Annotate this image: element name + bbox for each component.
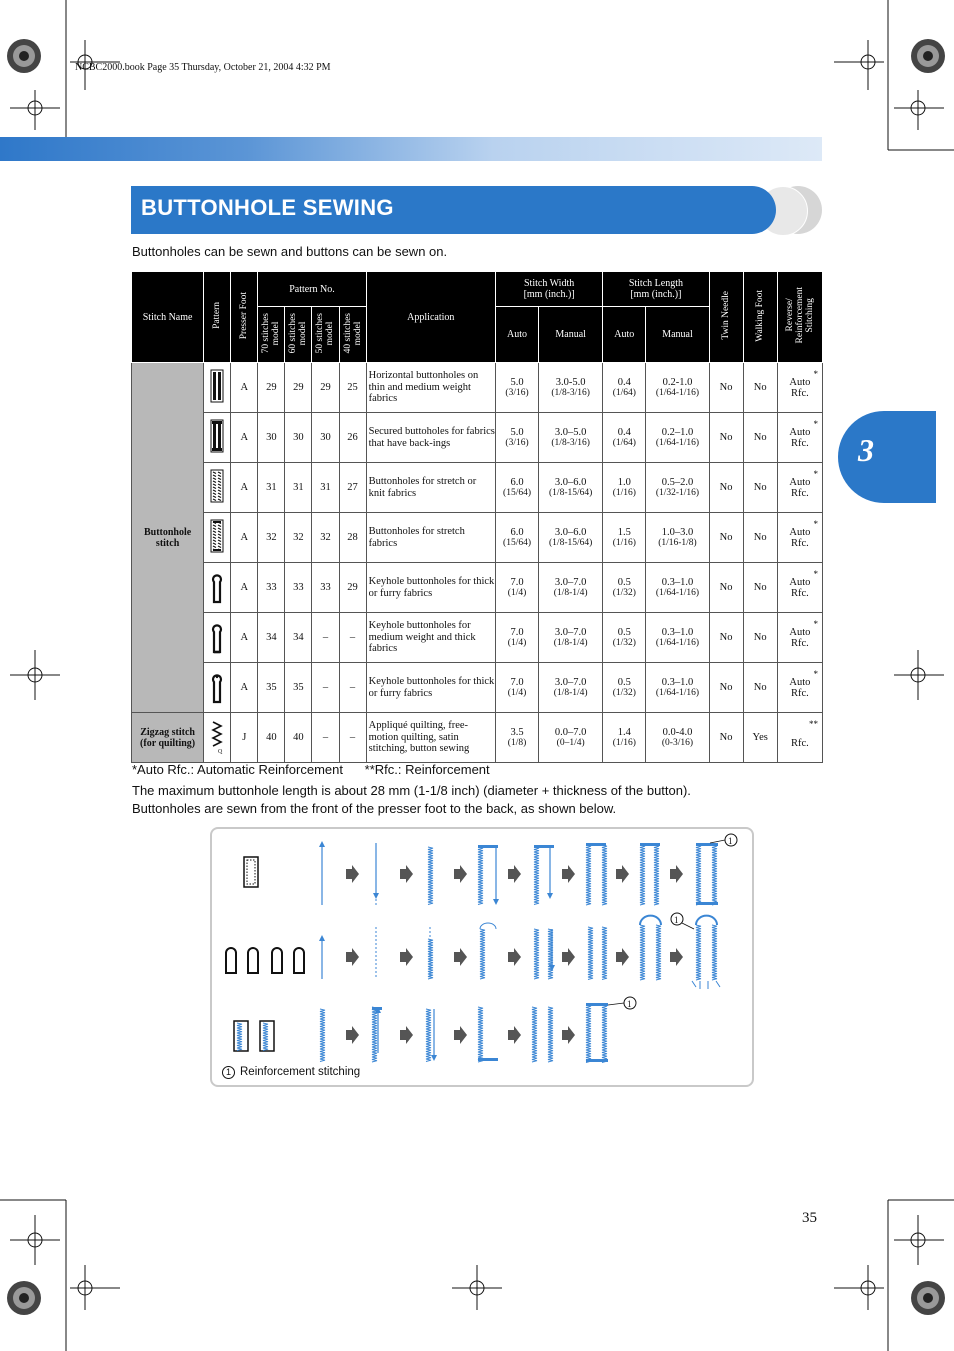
direction-arrowhead	[373, 893, 379, 899]
stitch-column	[696, 845, 701, 905]
width-manual-cell: 3.0–7.0 (1/8-1/4)	[539, 663, 603, 713]
stitch-column	[478, 847, 483, 905]
step-arrow-icon	[454, 865, 467, 883]
step-arrow-icon	[562, 865, 575, 883]
step-arrow-icon	[508, 865, 521, 883]
stitch-column	[602, 927, 607, 980]
reinforcement-bar	[372, 1007, 382, 1010]
stitch-column	[428, 847, 433, 905]
walking-foot-cell: No	[743, 463, 777, 513]
paragraph-max-length: The maximum buttonhole length is about 28 mm (1-1/8 inch) (diameter + thickness of the button).	[132, 783, 691, 798]
pattern-no-70: 29	[258, 363, 285, 413]
twin-needle-cell: No	[709, 613, 743, 663]
pattern-no-70: 31	[258, 463, 285, 513]
application-cell: Keyhole buttonholes for medium weight and thick fabrics	[366, 613, 495, 663]
header-stitch-length: Stitch Length [mm (inch.)]	[603, 272, 709, 307]
group-buttonhole: Buttonhole stitch	[132, 363, 204, 713]
application-cell: Secured buttoholes for fabrics that have back-ings	[366, 413, 495, 463]
reinforcement-bar	[586, 1003, 608, 1006]
header-reverse: Reverse/ Reinforcement Stitching	[777, 272, 822, 363]
application-cell: Keyhole buttonholes for thick or furry fabrics	[366, 563, 495, 613]
length-manual-cell: 0.2-1.0 (1/64-1/16)	[646, 363, 709, 413]
stitch-column	[640, 925, 645, 980]
length-auto-cell: 0.4 (1/64)	[603, 413, 646, 463]
walking-foot-cell: No	[743, 413, 777, 463]
twin-needle-cell: No	[709, 413, 743, 463]
stitch-column	[712, 845, 717, 905]
length-auto-cell: 1.0 (1/16)	[603, 463, 646, 513]
length-manual-cell: 0.0-4.0 (0-3/16)	[646, 713, 709, 763]
reinforcement-cell: Auto * Rfc.	[777, 663, 822, 713]
header-model-50: 50 stitches model	[312, 307, 339, 363]
length-manual-cell: 0.3–1.0 (1/64-1/16)	[646, 613, 709, 663]
paragraph-sewing-direction: Buttonholes are sewn from the front of the presser foot to the back, as shown below.	[132, 801, 617, 816]
walking-foot-cell: No	[743, 363, 777, 413]
presser-foot-cell: A	[231, 663, 258, 713]
width-auto-cell: 6.0 (15/64)	[495, 463, 538, 513]
pattern-no-50: 29	[312, 363, 339, 413]
direction-arrowhead	[431, 1055, 437, 1061]
footnote: *Auto Rfc.: Automatic Reinforcement **Rfc.: Reinforcement	[132, 762, 490, 777]
pattern-icon	[204, 663, 231, 713]
pattern-no-70: 40	[258, 713, 285, 763]
header-pattern: Pattern	[204, 272, 231, 363]
length-manual-cell: 0.2–1.0 (1/64-1/16)	[646, 413, 709, 463]
intro-text: Buttonholes can be sewn and buttons can be sewn on.	[132, 244, 448, 259]
keyhole-pattern-icon	[248, 948, 258, 973]
pattern-no-50: –	[312, 713, 339, 763]
table-row	[132, 513, 823, 563]
pattern-no-40: –	[339, 663, 366, 713]
presser-foot-cell: A	[231, 463, 258, 513]
step-arrow-icon	[616, 948, 629, 966]
pattern-no-70: 32	[258, 513, 285, 563]
pattern-no-70: 35	[258, 663, 285, 713]
keyhole-eye	[640, 916, 661, 925]
diagram-legend	[222, 1066, 360, 1079]
stitch-column	[602, 1005, 607, 1063]
pattern-no-50: 33	[312, 563, 339, 613]
callout-leader	[682, 923, 694, 929]
pattern-no-70: 33	[258, 563, 285, 613]
pattern-icon	[204, 413, 231, 463]
pattern-no-50: 31	[312, 463, 339, 513]
length-auto-cell: 1.4 (1/16)	[603, 713, 646, 763]
width-manual-cell: 0.0–7.0 (0–1/4)	[539, 713, 603, 763]
step-arrow-icon	[400, 1026, 413, 1044]
direction-arrowhead	[547, 893, 553, 899]
twin-needle-cell: No	[709, 563, 743, 613]
step-arrow-icon	[346, 948, 359, 966]
pattern-icon	[204, 363, 231, 413]
reinforcement-bar	[586, 1059, 608, 1062]
step-arrow-icon	[400, 865, 413, 883]
header-length-auto: Auto	[603, 307, 646, 363]
stitch-column	[532, 1007, 537, 1062]
buttonhole-pattern-inner	[247, 860, 255, 884]
stitch-column	[654, 845, 659, 905]
stitch-column	[602, 845, 607, 905]
length-auto-cell: 0.5 (1/32)	[603, 563, 646, 613]
stitch-column	[478, 1007, 483, 1062]
pattern-no-40: 26	[339, 413, 366, 463]
reinforcement-cell: Auto * Rfc.	[777, 413, 822, 463]
pattern-icon	[204, 513, 231, 563]
width-auto-cell: 5.0 (3/16)	[495, 413, 538, 463]
length-auto-cell: 1.5 (1/16)	[603, 513, 646, 563]
pattern-no-60: 29	[285, 363, 312, 413]
presser-foot-cell: A	[231, 613, 258, 663]
width-auto-cell: 3.5 (1/8)	[495, 713, 538, 763]
pattern-no-60: 33	[285, 563, 312, 613]
pattern-no-60: 40	[285, 713, 312, 763]
header-width-manual: Manual	[539, 307, 603, 363]
pattern-no-60: 32	[285, 513, 312, 563]
width-manual-cell: 3.0–6.0 (1/8-15/64)	[539, 513, 603, 563]
width-auto-cell: 7.0 (1/4)	[495, 563, 538, 613]
group-zigzag: Zigzag stitch (for quilting)	[132, 713, 204, 763]
page-title: BUTTONHOLE SEWING	[141, 195, 394, 220]
reinforcement-bar	[696, 843, 718, 846]
callout-leader	[608, 1003, 624, 1005]
direction-arrowhead	[319, 935, 325, 941]
reinforcement-bar	[640, 843, 660, 846]
legend-number-badge: 1	[222, 1066, 235, 1079]
application-cell: Keyhole buttonholes for thick or furry fabrics	[366, 663, 495, 713]
pattern-no-70: 30	[258, 413, 285, 463]
walking-foot-cell: Yes	[743, 713, 777, 763]
presser-foot-cell: A	[231, 513, 258, 563]
stitch-column	[426, 1009, 431, 1062]
reinforcement-cell: Auto * Rfc.	[777, 563, 822, 613]
file-info-header: NCBC2000.book Page 35 Thursday, October 21, 2004 4:32 PM	[75, 62, 331, 73]
table-row	[132, 563, 823, 613]
svg-text:Q: Q	[218, 749, 223, 754]
stitch-column	[480, 929, 485, 979]
keyhole-pattern-icon	[226, 948, 236, 973]
table-row	[132, 413, 823, 463]
header-pattern-no: Pattern No.	[258, 272, 366, 307]
walking-foot-cell: No	[743, 613, 777, 663]
width-auto-cell: 6.0 (15/64)	[495, 513, 538, 563]
chapter-number: 3	[858, 432, 874, 468]
callout-number: 1	[674, 915, 679, 925]
step-arrow-icon	[508, 1026, 521, 1044]
stitch-column	[263, 1023, 268, 1051]
step-arrow-icon	[508, 948, 521, 966]
sewing-sequence-diagram	[212, 829, 748, 1063]
pattern-no-40: 25	[339, 363, 366, 413]
header-walking-foot: Walking Foot	[743, 272, 777, 363]
width-manual-cell: 3.0–5.0 (1/8-3/16)	[539, 413, 603, 463]
step-arrow-icon	[454, 1026, 467, 1044]
header-length-manual: Manual	[646, 307, 709, 363]
twin-needle-cell: No	[709, 363, 743, 413]
header-model-40: 40 stitches model	[339, 307, 366, 363]
application-cell: Buttonholes for stretch or knit fabrics	[366, 463, 495, 513]
width-auto-cell: 7.0 (1/4)	[495, 663, 538, 713]
reinforcement-cell: Auto * Rfc.	[777, 513, 822, 563]
pattern-no-60: 35	[285, 663, 312, 713]
twin-needle-cell: No	[709, 663, 743, 713]
application-cell: Appliqué quilting, free-motion quilting, satin stitching, button sewing	[366, 713, 495, 763]
pattern-icon	[204, 613, 231, 663]
header-stitch-width: Stitch Width [mm (inch.)]	[495, 272, 602, 307]
table-row	[132, 363, 823, 413]
reinforcement-fan	[692, 981, 720, 989]
width-manual-cell: 3.0–6.0 (1/8-15/64)	[539, 463, 603, 513]
walking-foot-cell: No	[743, 563, 777, 613]
step-arrow-icon	[562, 1026, 575, 1044]
twin-needle-cell: No	[709, 513, 743, 563]
table-row	[132, 713, 823, 763]
presser-foot-cell: J	[231, 713, 258, 763]
pattern-no-60: 34	[285, 613, 312, 663]
length-auto-cell: 0.5 (1/32)	[603, 663, 646, 713]
header-presser-foot: Presser Foot	[231, 272, 258, 363]
walking-foot-cell: No	[743, 513, 777, 563]
reinforcement-bar	[478, 845, 498, 848]
buttonhole-pattern-icon	[244, 857, 258, 887]
step-arrow-icon	[454, 948, 467, 966]
length-auto-cell: 0.5 (1/32)	[603, 613, 646, 663]
width-auto-cell: 7.0 (1/4)	[495, 613, 538, 663]
pattern-icon	[204, 463, 231, 513]
stitch-column	[237, 1023, 242, 1051]
header-width-auto: Auto	[495, 307, 538, 363]
keyhole-pattern-icon	[272, 948, 282, 973]
legend-label: Reinforcement stitching	[240, 1066, 361, 1078]
header-twin-needle: Twin Needle	[709, 272, 743, 363]
reinforcement-cell: Auto * Rfc.	[777, 363, 822, 413]
pattern-no-40: 27	[339, 463, 366, 513]
walking-foot-cell: No	[743, 663, 777, 713]
stitch-column	[712, 925, 717, 980]
keyhole-pattern-icon	[294, 948, 304, 973]
pattern-icon	[204, 563, 231, 613]
pattern-no-40: 29	[339, 563, 366, 613]
length-manual-cell: 0.5–2.0 (1/32-1/16)	[646, 463, 709, 513]
twin-needle-cell: No	[709, 713, 743, 763]
chapter-tab	[838, 411, 936, 503]
width-manual-cell: 3.0-5.0 (1/8-3/16)	[539, 363, 603, 413]
step-arrow-icon	[400, 948, 413, 966]
pattern-no-50: –	[312, 613, 339, 663]
header-model-70: 70 stitches model	[258, 307, 285, 363]
callout-number: 1	[627, 999, 632, 1009]
stitch-table	[131, 271, 823, 763]
application-cell: Horizontal buttonholes on thin and medium weight fabrics	[366, 363, 495, 413]
pattern-no-60: 31	[285, 463, 312, 513]
keyhole-eye	[696, 916, 717, 925]
length-manual-cell: 0.3–1.0 (1/64-1/16)	[646, 663, 709, 713]
stitch-column	[640, 845, 645, 905]
presser-foot-cell: A	[231, 363, 258, 413]
page-number: 35	[802, 1210, 817, 1226]
stitch-column	[534, 929, 539, 979]
step-arrow-icon	[562, 948, 575, 966]
reinforcement-bar	[696, 902, 718, 905]
top-color-band	[0, 137, 822, 161]
pattern-no-50: 32	[312, 513, 339, 563]
twin-needle-cell: No	[709, 463, 743, 513]
table-row	[132, 663, 823, 713]
stitch-column	[534, 847, 539, 905]
pattern-no-50: 30	[312, 413, 339, 463]
direction-arrowhead	[493, 899, 499, 905]
table-row	[132, 463, 823, 513]
keyhole-top	[480, 923, 496, 929]
stitch-column	[586, 845, 591, 905]
reinforcement-cell: ** Rfc.	[777, 713, 822, 763]
pattern-no-40: 28	[339, 513, 366, 563]
step-arrow-icon	[670, 948, 683, 966]
reinforcement-cell: Auto * Rfc.	[777, 463, 822, 513]
width-manual-cell: 3.0–7.0 (1/8-1/4)	[539, 563, 603, 613]
presser-foot-cell: A	[231, 563, 258, 613]
stitch-column	[548, 1007, 553, 1062]
stitch-column	[320, 1009, 325, 1062]
reinforcement-cell: Auto * Rfc.	[777, 613, 822, 663]
direction-arrowhead	[319, 841, 325, 847]
width-auto-cell: 5.0 (3/16)	[495, 363, 538, 413]
step-arrow-icon	[616, 865, 629, 883]
length-auto-cell: 0.4 (1/64)	[603, 363, 646, 413]
table-row	[132, 613, 823, 663]
step-arrow-icon	[346, 1026, 359, 1044]
pattern-no-70: 34	[258, 613, 285, 663]
width-manual-cell: 3.0–7.0 (1/8-1/4)	[539, 613, 603, 663]
length-manual-cell: 1.0–3.0 (1/16-1/8)	[646, 513, 709, 563]
header-application: Application	[366, 272, 495, 363]
callout-number: 1	[728, 836, 733, 846]
pattern-icon	[204, 713, 231, 763]
stitch-column	[586, 1005, 591, 1063]
length-manual-cell: 0.3–1.0 (1/64-1/16)	[646, 563, 709, 613]
reinforcement-bar	[534, 845, 554, 848]
reinforcement-bar	[478, 1058, 498, 1061]
step-arrow-icon	[346, 865, 359, 883]
pattern-no-50: –	[312, 663, 339, 713]
pattern-no-60: 30	[285, 413, 312, 463]
header-model-60: 60 stitches model	[285, 307, 312, 363]
pattern-no-40: –	[339, 713, 366, 763]
stitch-column	[696, 925, 701, 980]
presser-foot-cell: A	[231, 413, 258, 463]
stitch-column	[372, 1007, 377, 1062]
step-arrow-icon	[670, 865, 683, 883]
stitch-column	[588, 927, 593, 980]
header-stitch-name: Stitch Name	[132, 272, 204, 363]
callout-leader	[710, 840, 725, 843]
application-cell: Buttonholes for stretch fabrics	[366, 513, 495, 563]
stitch-column	[656, 925, 661, 980]
pattern-no-40: –	[339, 613, 366, 663]
